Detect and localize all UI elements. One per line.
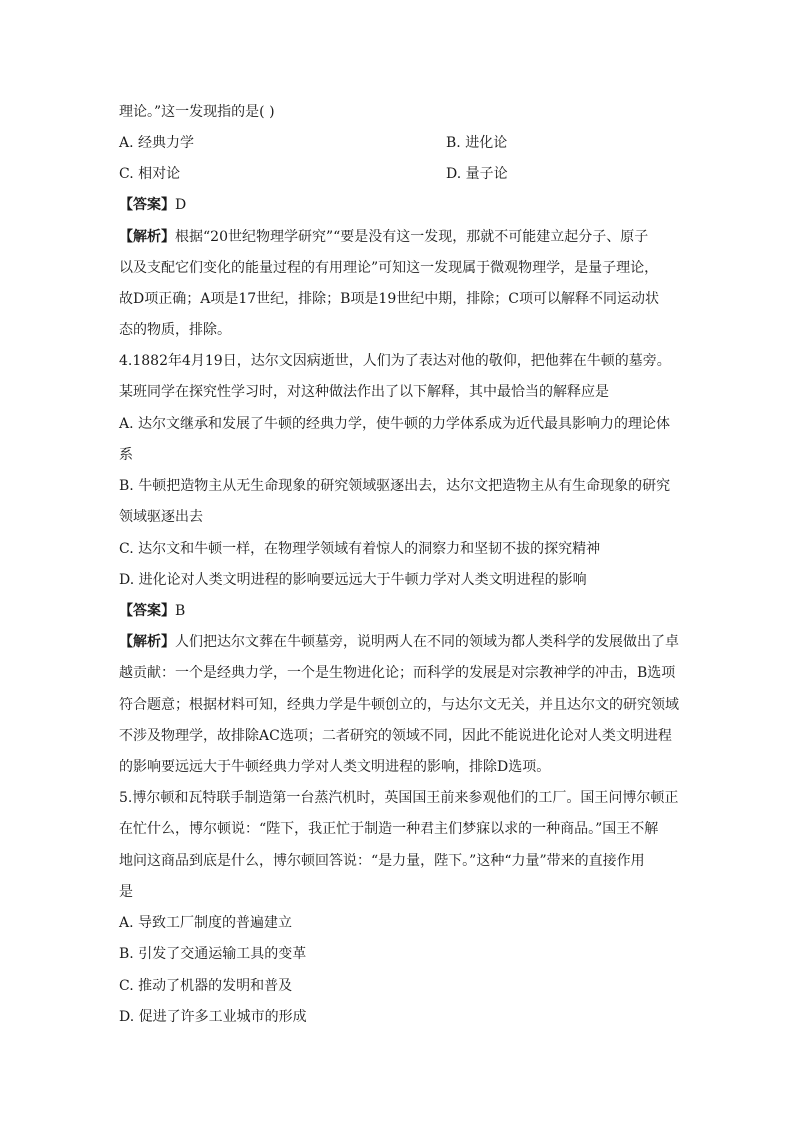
q3-answer [119,195,186,215]
answer-value: D [175,197,187,213]
q3-stem-tail: 理论。”这一发现指的是( ) [119,104,275,120]
q4-analysis-line-5: 的影响要远远大于牛顿经典力学对人类文明进程的影响，排除D选项。 [119,759,551,775]
q3-analysis-line-4: 态的物质，排除。 [119,322,231,338]
q5-stem-line-3: 地问这商品到底是什么，博尔顿回答说：“是力量，陛下。”这种“力量”带来的直接作用 [119,853,645,869]
q3-analysis-line-2: 以及支配它们变化的能量过程的有用理论”可知这一发现属于微观物理学，是量子理论， [119,260,659,276]
q4-analysis-line-4: 不涉及物理学，故排除AC选项；二者研究的领域不同，因此不能说进化论对人类文明进程 [119,728,672,744]
q5-option-a: A. 导致工厂制度的普遍建立 [119,915,293,931]
q5-stem-line-4: 是 [119,884,133,900]
q4-stem-line-2: 某班同学在探究性学习时，对这种做法作出了以下解释，其中最恰当的解释应是 [119,384,609,400]
analysis-text: 根据“20世纪物理学研究”“要是没有这一发现，那就不可能建立起分子、原子 [175,229,649,245]
answer-label: 【答案】 [119,603,175,619]
q4-analysis-line-3: 符合题意；根据材料可知，经典力学是牛顿创立的，与达尔文无关，并且达尔文的研究领域 [119,697,679,713]
q4-stem-line-1: 4.1882年4月19日，达尔文因病逝世，人们为了表达对他的敬仰，把他葬在牛顿的墓旁。 [119,353,671,369]
q4-option-b-line-2: 领域驱逐出去 [119,509,203,525]
answer-value: B [175,603,186,619]
q5-option-b: B. 引发了交通运输工具的变革 [119,946,307,962]
analysis-text: 人们把达尔文葬在牛顿墓旁，说明两人在不同的领域为都人类科学的发展做出了卓 [175,634,679,650]
answer-label: 【答案】 [119,197,175,213]
q3-analysis-line-1 [119,227,648,247]
q4-option-a-line-1: A. 达尔文继承和发展了牛顿的经典力学，使牛顿的力学体系成为近代最具影响力的理论体 [119,416,671,432]
q5-stem-line-2: 在忙什么，博尔顿说：“陛下，我正忙于制造一种君主们梦寐以求的一种商品。”国王不解 [119,821,659,837]
q5-option-d: D. 促进了许多工业城市的形成 [119,1009,307,1025]
q3-analysis-line-3: 故D项正确；A项是17世纪，排除；B项是19世纪中期，排除；C项可以解释不同运动状 [119,291,659,307]
q3-option-d: D. 量子论 [446,166,508,182]
q4-option-a-line-2: 系 [119,447,133,463]
analysis-label: 【解析】 [119,634,175,650]
q5-stem-line-1: 5.博尔顿和瓦特联手制造第一台蒸汽机时，英国国王前来参观他们的工厂。国王问博尔顿正 [119,790,679,806]
q4-option-c: C. 达尔文和牛顿一样，在物理学领域有着惊人的洞察力和坚韧不拔的探究精神 [119,541,601,557]
q4-option-b-line-1: B. 牛顿把造物主从无生命现象的研究领域驱逐出去，达尔文把造物主从有生命现象的研究 [119,478,671,494]
q4-analysis-line-1 [119,632,679,652]
analysis-label: 【解析】 [119,229,175,245]
q3-option-a: A. 经典力学 [119,135,195,151]
q5-option-c: C. 推动了机器的发明和普及 [119,978,293,994]
q3-option-c: C. 相对论 [119,166,181,182]
q4-analysis-line-2: 越贡献：一个是经典力学，一个是生物进化论；而科学的发展是对宗教神学的冲击，B选项 [119,665,676,681]
q3-option-b: B. 进化论 [446,135,508,151]
q4-answer [119,601,185,621]
q4-option-d: D. 进化论对人类文明进程的影响要远远大于牛顿力学对人类文明进程的影响 [119,572,587,588]
